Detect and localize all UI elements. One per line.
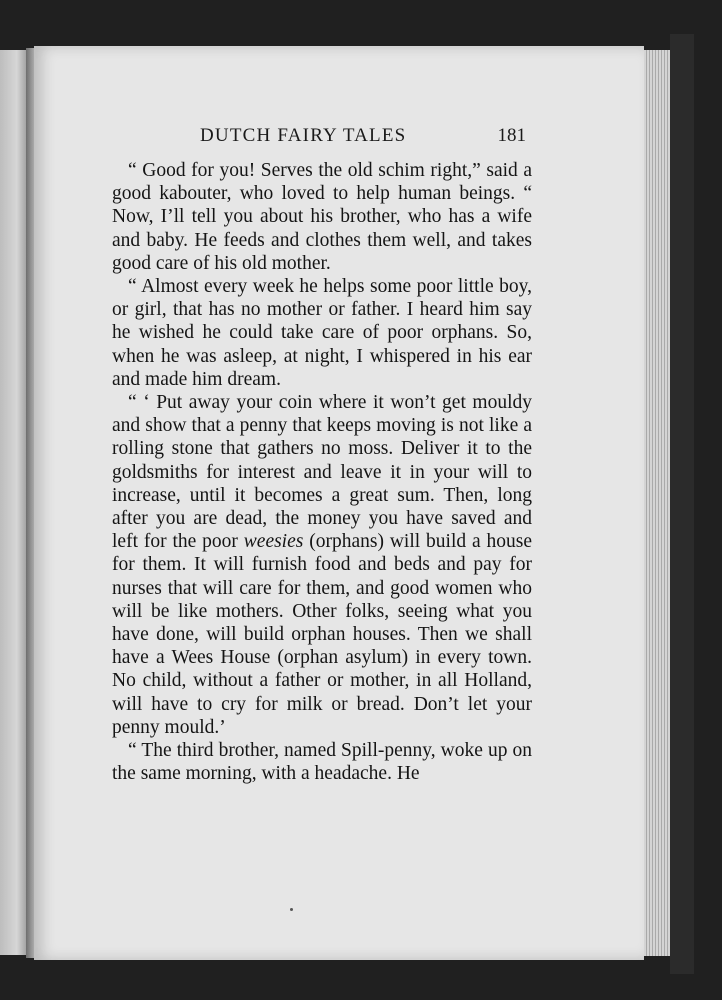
running-header bbox=[200, 125, 530, 155]
paragraph-1: “ Good for you! Serves the old schim right,” said a good kabouter, who loved to help human beings. “ Now, I’ll tell you about his brother, who has a wife and baby. He feeds and clothes them well, and takes good care of his old mother. bbox=[112, 160, 532, 274]
italic-weesies: weesies bbox=[243, 531, 304, 553]
paragraph-2: “ Almost every week he helps some poor little boy, or girl, that has no mother or father. I heard him say he wished he could take care of poor orphans. So, when he was asleep, at night, I whispered in his ear and made him dream. bbox=[112, 276, 532, 390]
body-text bbox=[112, 159, 532, 785]
facing-page-edge bbox=[0, 50, 28, 955]
paragraph-4: “ The third brother, named Spill-penny, woke up on the same morning, with a headache. He bbox=[112, 740, 532, 785]
page-speck bbox=[290, 908, 293, 911]
book-cover-edge bbox=[670, 34, 694, 974]
running-title: DUTCH FAIRY TALES bbox=[200, 125, 407, 146]
page-number: 181 bbox=[497, 125, 526, 146]
paragraph-3-start: “ ‘ Put away your coin where it won’t get mouldy and show that a penny that keeps moving is not like a rolling stone that gathers no moss. Deliver it to the goldsmiths for interest and leave it in your will to increase, until it becomes a great sum. Then, long after you are dead, the money you have saved and left for the poor bbox=[112, 392, 532, 553]
paragraph-3 bbox=[112, 391, 532, 739]
paragraph-3-rest: (orphans) will build a house for them. It will furnish food and beds and pay for nurses that will care for them, and good women who will be like mothers. Other folks, seeing what you have done, will build orphan houses. Then we shall have a Wees House (orphan asylum) in every town. No child, without a father or mother, in all Holland, will have to cry for milk or bread. Don’t let your penny mould.’ bbox=[112, 531, 533, 738]
page-stack-edge bbox=[644, 50, 670, 956]
